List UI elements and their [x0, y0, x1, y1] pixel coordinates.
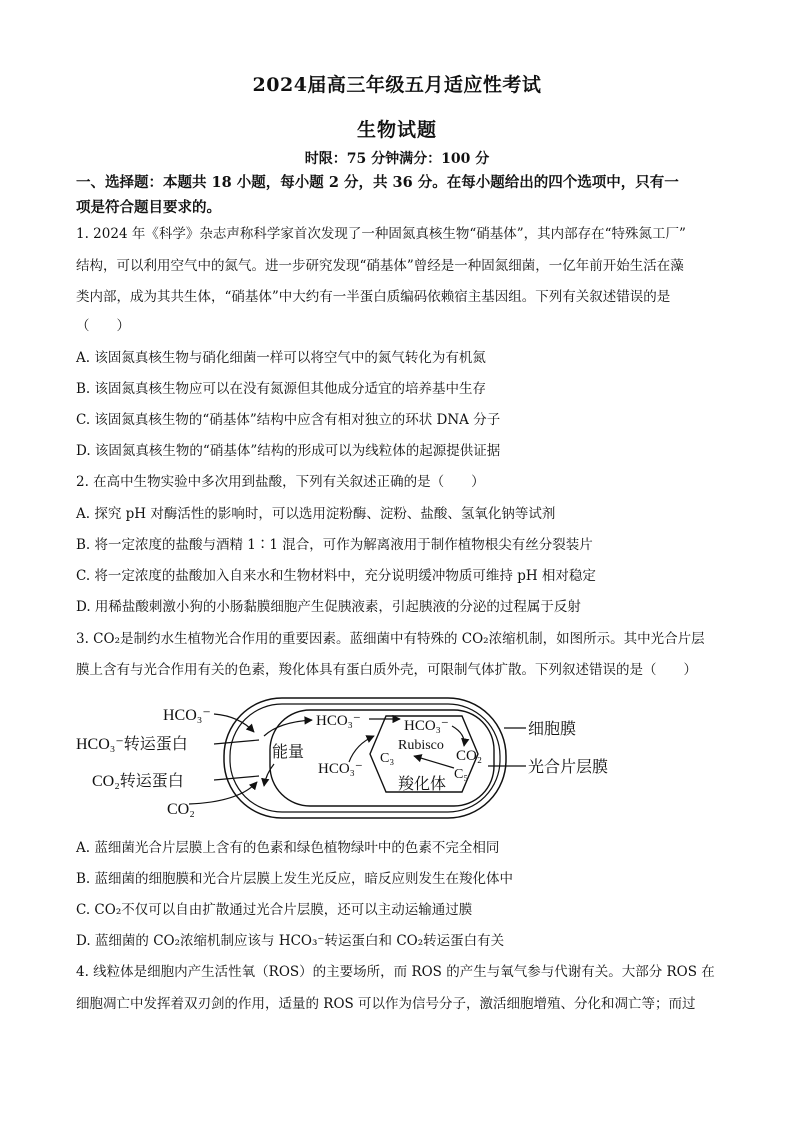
q1-stem-line: 结构，可以利用空气中的氮气。进一步研究发现“硝基体”曾经是一种固氮细菌，一亿年前开始生活在藻	[76, 258, 684, 274]
q1-option-c: C. 该固氮真核生物的“硝基体”结构中应含有相对独立的环状 DNA 分子	[76, 412, 501, 428]
q3-stem-line: 3. CO₂是制约水生植物光合作用的重要因素。蓝细菌中有特殊的 CO₂浓缩机制，如图所示。其中光合片层	[76, 631, 705, 647]
hco3-inner-label: HCO₃⁻	[404, 718, 449, 734]
thylakoid-membrane-label: 光合片层膜	[528, 759, 609, 776]
c5-label: C₅	[454, 767, 469, 782]
q1-stem-line: 类内部，成为其共生体，“硝基体”中大约有一半蛋白质编码依赖宿主基因组。下列有关叙述错误的是	[76, 289, 671, 305]
q3-option-a: A. 蓝细菌光合片层膜上含有的色素和绿色植物绿叶中的色素不完全相同	[76, 840, 500, 856]
co2-inner-label: CO₂	[456, 748, 483, 764]
q1-stem-line: 1. 2024 年《科学》杂志声称科学家首次发现了一种固氮真核生物“硝基体”，其内部存在“特殊氮工厂”	[76, 226, 686, 242]
q4-stem-line: 4. 线粒体是细胞内产生活性氧（ROS）的主要场所，而 ROS 的产生与氧气参与代谢有关。大部分 ROS 在	[76, 964, 715, 980]
hco3-mid-top-label: HCO₃⁻	[316, 713, 361, 729]
cell-membrane-label: 细胞膜	[528, 721, 577, 738]
q2-option-b: B. 将一定浓度的盐酸与酒精 1∶1 混合，可作为解离液用于制作植物根尖有丝分裂装片	[76, 537, 593, 553]
exam-subject: 生物试题	[356, 119, 437, 141]
co2-concentration-diagram	[74, 694, 634, 824]
section-heading-line1: 一、选择题：本题共 18 小题，每小题 2 分，共 36 分。在每小题给出的四个选项中，只有一	[76, 174, 679, 191]
rubisco-label: Rubisco	[398, 738, 444, 753]
q3-stem-line: 膜上含有与光合作用有关的色素，羧化体具有蛋白质外壳，可限制气体扩散。下列叙述错误的是（ ）	[76, 662, 697, 678]
arrow-energy	[264, 764, 274, 786]
q1-option-a: A. 该固氮真核生物与硝化细菌一样可以将空气中的氮气转化为有机氮	[76, 350, 486, 366]
arrow-hco3-up	[349, 736, 374, 762]
c3-label: C₃	[380, 751, 395, 766]
hco3-outer-label: HCO₃⁻	[163, 707, 211, 724]
q2-option-c: C. 将一定浓度的盐酸加入自来水和生物材料中，充分说明缓冲物质可维持 pH 相对稳定	[76, 568, 596, 584]
hco3-transporter-label: HCO₃⁻转运蛋白	[76, 736, 188, 753]
q1-option-b: B. 该固氮真核生物应可以在没有氮源但其他成分适宜的培养基中生存	[76, 381, 487, 397]
q4-stem-line: 细胞凋亡中发挥着双刃剑的作用，适量的 ROS 可以作为信号分子，激活细胞增殖、分化和凋亡等；而过	[76, 996, 696, 1012]
exam-title: 2024届高三年级五月适应性考试	[252, 74, 542, 96]
leader-co2-transporter	[214, 776, 259, 780]
arrow-to-co2	[452, 726, 464, 746]
q1-stem-line: （ ）	[76, 318, 130, 334]
arrow-co2-in	[189, 782, 257, 804]
q2-option-a: A. 探究 pH 对酶活性的影响时，可以选用淀粉酶、淀粉、盐酸、氢氧化钠等试剂	[76, 506, 556, 522]
q3-option-d: D. 蓝细菌的 CO₂浓缩机制应该与 HCO₃⁻转运蛋白和 CO₂转运蛋白有关	[76, 933, 505, 949]
q3-option-b: B. 蓝细菌的细胞膜和光合片层膜上发生光反应，暗反应则发生在羧化体中	[76, 871, 514, 887]
q3-option-c: C. CO₂不仅可以自由扩散通过光合片层膜，还可以主动运输通过膜	[76, 902, 473, 918]
q2-option-d: D. 用稀盐酸刺激小狗的小肠黏膜细胞产生促胰液素，引起胰液的分泌的过程属于反射	[76, 599, 581, 615]
carboxysome-label: 羧化体	[398, 776, 447, 793]
arrow-to-hco3-mid	[264, 720, 312, 736]
co2-outer-label: CO₂	[167, 801, 195, 818]
section-heading-line2: 项是符合题目要求的。	[76, 199, 221, 216]
leader-hco3-transporter	[214, 740, 259, 744]
energy-label: 能量	[272, 744, 305, 761]
q1-option-d: D. 该固氮真核生物的“硝基体”结构的形成可以为线粒体的起源提供证据	[76, 443, 501, 459]
co2-transporter-label: CO₂转运蛋白	[92, 773, 184, 790]
time-limit: 时限：75 分钟满分：100 分	[304, 151, 490, 167]
q2-stem: 2. 在高中生物实验中多次用到盐酸，下列有关叙述正确的是（ ）	[76, 474, 485, 490]
arrow-c5-to-c3	[414, 756, 454, 768]
hco3-mid-bottom-label: HCO₃⁻	[318, 761, 363, 777]
